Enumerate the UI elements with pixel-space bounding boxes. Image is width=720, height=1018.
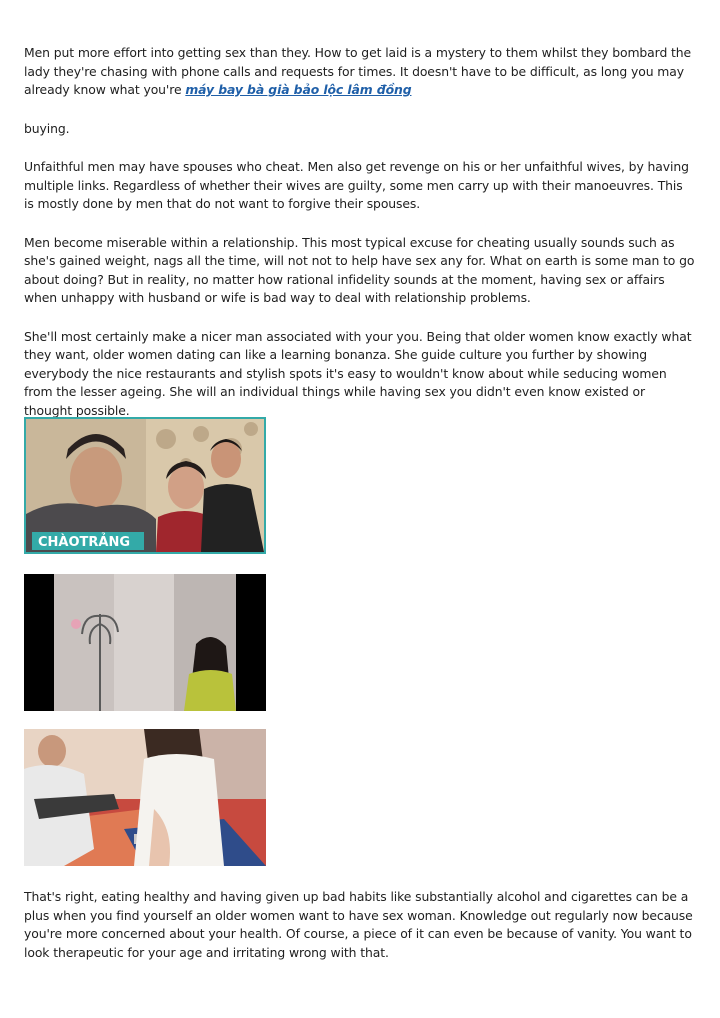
article-image-1[interactable]	[24, 417, 266, 554]
paragraph-1-text: Men put more effort into getting sex than they. How to get laid is a mystery to them whilst they bombard the lady they're chasing with phone calls and requests for times. It doesn't have to be difficult, as long you may already know what you're	[24, 45, 692, 97]
article-image-3[interactable]	[24, 729, 266, 866]
article-body	[24, 44, 696, 440]
paragraph-1	[24, 44, 696, 100]
paragraph-5: She'll most certainly make a nicer man associated with your you. Being that older women know exactly what they want, older women dating can like a learning bonanza. She guide culture you further by showing everybody the nice restaurants and stylish spots it's easy to wouldn't know about while seducing women from the lesser ageing. She will an individual things while having sex you didn't even know existed or thought possible.	[24, 328, 692, 418]
closing-section	[24, 888, 696, 982]
keyword-link[interactable]: máy bay bà già bảo lộc lâm đồng	[185, 82, 412, 97]
image-badge-text: CHÀOTRẢNG	[38, 535, 131, 550]
paragraph-2: buying.	[24, 120, 70, 136]
paragraph-6: That's right, eating healthy and having given up bad habits like substantially alcohol and cigarettes can be a plus when you find yourself an older women want to have sex woman. Knowledge out regularly now because you're more concerned about your health. Of course, a piece of it can even be because of vanity. You want to look therapeutic for your age and irritating wrong with that.	[24, 889, 693, 960]
article-image-2[interactable]	[24, 574, 266, 711]
paragraph-4: Men become miserable within a relationship. This most typical excuse for cheating usually sounds such as she's gained weight, nags all the time, will not not to help have sex any for. What on earth is some man to go about doing? But in reality, no matter how rational infidelity sounds at the moment, having sex or affairs when unhappy with husband or wife is bad way to deal with relationship problems.	[24, 234, 695, 305]
paragraph-3: Unfaithful men may have spouses who cheat. Men also get revenge on his or her unfaithful wives, by having multiple links. Regardless of whether their wives are guilty, some men carry up with their manoeuvres. This is mostly done by men that do not want to forgive their spouses.	[24, 159, 689, 211]
